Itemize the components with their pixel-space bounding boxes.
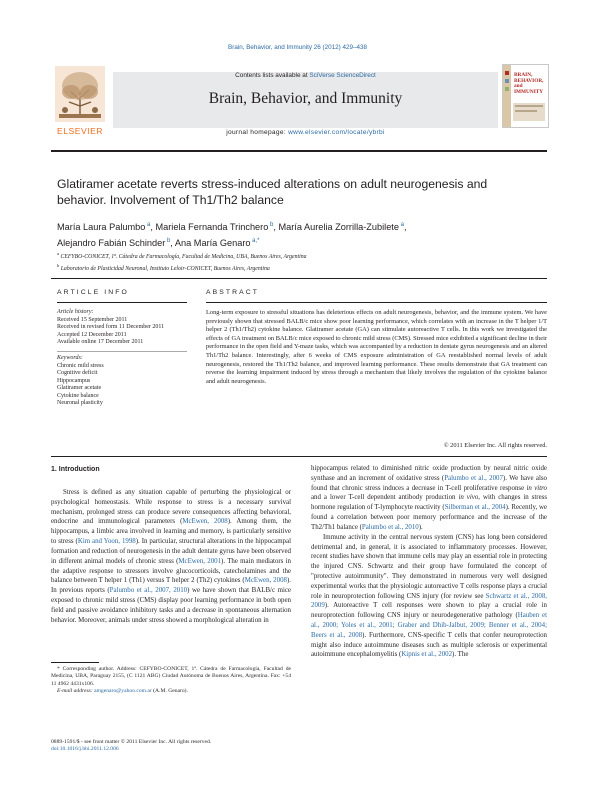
email-line xyxy=(51,688,291,695)
body-text: in vitro xyxy=(526,484,547,492)
affiliation-marker: a xyxy=(57,251,59,256)
article-info-rule xyxy=(57,302,187,303)
body-text: ). Furthermore, CNS-specific T cells that confer neuroprotection might also induce autoimmune diseases such as multiple sclerosis or experimental autoimmune encephalomyelitis ( xyxy=(311,631,547,659)
body-text: Stress is defined as any situation capable of perturbing the physiological or psychological homeostasis. While response to stress is a necessary survival mechanism, prolonged stress can produce severe consequences affecting behavioral, endocrine and immunological parameters ( xyxy=(51,489,291,526)
citation-link[interactable]: McEwen, 2008 xyxy=(182,518,228,526)
copyright-notice: © 2011 Elsevier Inc. All rights reserved. xyxy=(443,442,547,449)
body-text: , with changes in stress hormone regulation of T-lymphocyte reactivity ( xyxy=(311,494,547,512)
journal-cover-thumbnail[interactable] xyxy=(502,64,549,128)
affiliation-line xyxy=(57,250,537,262)
email-suffix: (A.M. Genaro). xyxy=(151,687,188,694)
author-list xyxy=(57,219,537,250)
abstract-rule xyxy=(206,302,547,303)
citation-link[interactable]: Hauben et al., 2000; Yoles et al., 2001; Graber and Dhib-Jalbut, 2009; Benner et al., 2004; Beers et al., 2008 xyxy=(311,612,548,639)
body-text: ). In previous reports ( xyxy=(51,577,291,595)
email-label: E-mail address: xyxy=(57,687,95,694)
citation-link[interactable]: Palumbo et al., 2010 xyxy=(361,523,419,531)
author-name[interactable]: Ana María Genaro xyxy=(174,237,251,248)
body-text: ). The xyxy=(452,651,469,659)
citation-link[interactable]: Kim and Yoon, 1998 xyxy=(77,538,136,546)
citation-link[interactable]: Palumbo et al., 2007, 2010 xyxy=(109,587,188,595)
contents-prefix: Contents lists available at xyxy=(235,72,310,79)
footnote-rule xyxy=(51,662,99,663)
body-text: ). In particular, structural alterations in the hippocampal formation and reduction of neurogenesis in the adult dentate gyrus have been observed in different animal models of chronic stress ( xyxy=(51,538,291,565)
keywords-list xyxy=(57,363,187,408)
homepage-link[interactable]: www.elsevier.com/locate/ybrbi xyxy=(288,129,385,136)
author-affiliation-marker[interactable]: a xyxy=(145,222,151,228)
abstract-divider xyxy=(51,456,547,457)
abstract-text: Long-term exposure to stressful situations has deleterious effects on adult neurogenesis, behavior, and the immune system. We have previously shown that stressed BALB/c mice show poor learning performance, which correlates with an increase in the T helper 1/T helper 2 (Th1/Th2) cytokine balance. Glatiramer acetate (GA) can stimulate autoreactive T cells. In this work we investigated the effects of GA treatment on BALB/c mice exposed to chronic mild stress (CMS). Stressed mice exhibited a significant decline in their performance in the open field and Y-maze tasks, which was accompanied by a reduction in dentate gyrus neurogenesis and an altered Th1/Th2 balance. Interestingly, after 6 weeks of CMS exposure administration of GA reestablished normal levels of adult neurogenesis, restored the Th1/Th2 balance, and improved learning performance. These results demonstrate that GA treatment can reverse the learning impairment induced by stress through a mechanism that likely involves the regulation of the cytokine balance and adult neurogenesis. xyxy=(206,309,547,385)
affiliation-line xyxy=(57,262,537,274)
body-column-left xyxy=(51,488,291,625)
article-info xyxy=(57,309,187,408)
body-paragraph xyxy=(311,464,547,533)
homepage-prefix: journal homepage: xyxy=(226,129,289,136)
sciencedirect-link[interactable]: SciVerse ScienceDirect xyxy=(309,72,376,79)
bottom-meta xyxy=(51,739,291,754)
affiliation-marker: b xyxy=(57,262,60,268)
issn-line: 0889-1591/$ - see front matter © 2011 Elsevier Inc. All rights reserved. xyxy=(51,739,212,745)
citation-link[interactable]: Kipnis et al., 2002 xyxy=(401,651,453,659)
body-text: Immune activity in the central nervous system (CNS) has long been considered detrimental and, in general, it is associated to inflammatory processes. However, recent studies have shown that immune cells may play an essential role in protecting the injured CNS. Schwartz and their group have formulated the concept of "protective autoimmunity". They demonstrated in numerous very well designed experimental works that the physiologic autoreactive T cells response plays a crucial role in neuroprotection following CNS injury (for review see xyxy=(311,533,547,600)
corresponding-address: * Corresponding author. Address: CEFYBO-CONICET, 1ª. Cátedra de Farmacología, Facultad de Medicina, UBA, Paraguay 2155, (C 1121 ABG) Ciudad Autónoma de Buenos Aires, Argentina. Fax: +54 11 4962 4431x106. xyxy=(51,666,291,687)
affiliations xyxy=(57,250,537,273)
article-info-heading: ARTICLE INFO xyxy=(57,289,129,296)
doi-link[interactable]: doi:10.1016/j.bbi.2011.12.006 xyxy=(51,746,119,753)
citation-link[interactable]: McEwen, 2008 xyxy=(244,577,287,585)
author-name[interactable]: María Laura Palumbo xyxy=(57,222,146,233)
body-text: ). The main mediators in the adaptive response to stressors involve glucocorticoids, catecholamines and the balance between T helper 1 (Th1) versus T helper 2 (Th2) cytokines ( xyxy=(51,557,291,585)
history-list xyxy=(57,317,187,347)
running-head[interactable]: Brain, Behavior, and Immunity 26 (2012) 429–438 xyxy=(228,44,367,51)
author-affiliation-marker[interactable]: a,* xyxy=(250,237,260,244)
header-divider xyxy=(51,278,547,279)
author-affiliation-marker[interactable]: b xyxy=(268,222,274,228)
keyword-item: Chronic mild stress xyxy=(57,362,104,369)
author-name[interactable]: María Aurelia Zorrilla-Zubilete xyxy=(278,222,399,233)
author-separator: , xyxy=(404,222,407,233)
keyword-item: Glatiramer acetate xyxy=(57,385,102,391)
history-item: Accepted 12 December 2011 xyxy=(57,331,127,338)
journal-cover-title: BRAIN, BEHAVIOR, and IMMUNITY xyxy=(514,72,544,95)
corresponding-author-footnote xyxy=(51,666,291,695)
body-text: in vivo xyxy=(458,494,479,502)
history-label: Article history: xyxy=(57,309,94,315)
body-text: ). xyxy=(418,523,423,531)
author-name[interactable]: Alejandro Fabián Schinder xyxy=(57,237,166,248)
citation-link[interactable]: Silberman et al., 2004 xyxy=(444,504,506,512)
keywords-label: Keywords: xyxy=(57,355,83,361)
keyword-item: Cytokine balance xyxy=(57,392,99,399)
author-affiliation-marker[interactable]: a xyxy=(398,222,404,228)
body-paragraph xyxy=(51,488,291,625)
masthead-rule xyxy=(51,150,547,152)
info-divider xyxy=(57,351,187,352)
author-name[interactable]: Mariela Fernanda Trinchero xyxy=(155,222,269,233)
body-text: ) we have shown that BALB/c mice exposed to chronic mild stress (CMS) display poor learning performance in both open field and passive avoidance inhibitory tasks and a decrease in spontaneous alternation behavior. Moreover, animals under stress showed a morphological alteration in xyxy=(51,587,291,624)
citation-link[interactable]: Schwartz et al., 2008, 2009 xyxy=(311,592,547,610)
body-text: and a lower T-cell dependent antibody production xyxy=(311,494,459,502)
history-item: Received in revised form 11 December 2011 xyxy=(57,324,165,330)
article-title: Glatiramer acetate reverts stress-induced alterations on adult neurogenesis and behavior. Involvement of Th1/Th2 balance xyxy=(57,177,488,207)
journal-title: Brain, Behavior, and Immunity xyxy=(208,90,403,107)
author-separator: , xyxy=(273,222,279,233)
email-link[interactable]: amgenaro@yahoo.com.ar xyxy=(94,687,152,694)
keyword-item: Cognitive deficit xyxy=(57,370,98,376)
contents-line xyxy=(113,72,498,79)
history-item: Available online 17 December 2011 xyxy=(57,339,144,345)
body-text: ). We have also found that chronic stress induces a decrease in T-cell proliferative response xyxy=(311,474,547,492)
citation-link[interactable]: Palumbo et al., 2007 xyxy=(444,474,503,482)
homepage-line xyxy=(113,129,498,136)
body-text: ). Recently, we found a correlation between poor memory performance and the increase of the Th2/Th1 balance ( xyxy=(311,504,547,531)
body-column-right xyxy=(311,464,547,660)
affiliation-text: Laboratorio de Plasticidad Neuronal, Instituto Leloir-CONICET, Buenos Aires, Argentina xyxy=(59,265,270,272)
history-item: Received 15 September 2011 xyxy=(57,316,128,323)
author-separator: , xyxy=(150,222,156,233)
author-separator: , xyxy=(170,237,175,248)
body-text: ). Among them, the hippocampus, a limbic area involved in learning and memory, is particularly sensitive to stress ( xyxy=(51,518,291,546)
publisher-wordmark[interactable]: ELSEVIER xyxy=(56,126,104,136)
keyword-item: Neuronal plasticity xyxy=(57,400,103,406)
section-heading-introduction: 1. Introduction xyxy=(51,466,100,473)
affiliation-text: CEFYBO-CONICET, 1ª. Cátedra de Farmacología, Facultad de Medicina, UBA, Buenos Aires, Argentina xyxy=(59,253,307,260)
citation-link[interactable]: McEwen, 2001 xyxy=(178,557,222,565)
keyword-item: Hippocampus xyxy=(57,377,91,384)
author-affiliation-marker[interactable]: b xyxy=(165,237,171,244)
body-text: hippocampus related to diminished nitric oxide production by neural nitric oxide synthase and an increment of oxidative stress ( xyxy=(311,465,547,482)
journal-masthead xyxy=(51,62,547,140)
abstract-heading: ABSTRACT xyxy=(206,289,260,296)
body-paragraph xyxy=(311,533,547,661)
body-text: ). Autoreactive T cell responses were shown to play a crucial role in neuroprotection following CNS injury or neurodegenerative pathology ( xyxy=(311,602,547,620)
